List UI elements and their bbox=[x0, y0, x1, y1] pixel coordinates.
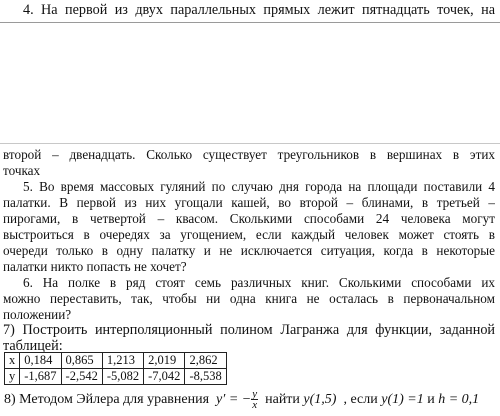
table-cell: 2,019 bbox=[144, 353, 185, 369]
table-cell: 2,862 bbox=[185, 353, 226, 369]
problem-4-line-2: второй – двенадцать. Сколько существует треугольников в вершинах в этих bbox=[3, 147, 495, 162]
page-top-fragment bbox=[0, 0, 500, 23]
problem-4-line-3: точках bbox=[3, 163, 41, 178]
if-word: , если bbox=[343, 392, 378, 407]
fraction-numerator: y bbox=[252, 388, 258, 401]
problem-6-line: можно переставить, так, чтобы ни одна книга не осталась в первоначальном bbox=[3, 291, 495, 306]
problem-7-line: 7) Построить интерполяционный полином Лагранжа для функции, заданной bbox=[3, 322, 495, 338]
target-value: y(1,5) bbox=[303, 392, 337, 407]
table-row-x bbox=[5, 353, 227, 369]
table-header-x: x bbox=[5, 353, 20, 369]
table-cell: 0,865 bbox=[61, 353, 102, 369]
initial-condition: y(1) =1 bbox=[381, 392, 424, 407]
problem-7 bbox=[3, 322, 495, 354]
find-word: найти bbox=[265, 392, 300, 407]
fraction-denominator: x bbox=[252, 399, 258, 412]
problem-7-line: таблицей: bbox=[3, 338, 63, 354]
problem-6-line: 6. На полке в ряд стоят семь различных книг. Сколькими способами их bbox=[23, 275, 495, 290]
table-cell: 1,213 bbox=[102, 353, 143, 369]
problem-8-prefix: 8) Методом Эйлера для уравнения bbox=[4, 392, 210, 407]
and-word: и bbox=[427, 392, 435, 407]
table-cell: -2,542 bbox=[61, 369, 102, 385]
table-row-y bbox=[5, 369, 227, 385]
problem-5-line: очереди только в одну палатку и не исключается ситуация, когда в некоторые bbox=[3, 243, 495, 258]
problem-5-line: 5. Во время массовых гуляний по случаю дня города на площади поставили 4 bbox=[23, 179, 495, 194]
table-cell: -8,538 bbox=[185, 369, 226, 385]
problem-5-line: палатки. В первой из них угощали кашей, во второй – блинами, в третьей – bbox=[3, 195, 495, 210]
table-cell: -5,082 bbox=[102, 369, 143, 385]
problem-4-continuation bbox=[3, 147, 495, 179]
problem-8 bbox=[4, 388, 496, 412]
problem-5-line: пирогами, в четвертой – квасом. Сколькими способами 24 человека могут bbox=[3, 211, 495, 226]
table-cell: -7,042 bbox=[144, 369, 185, 385]
problem-5-line: палатки никто попасть не хочет? bbox=[3, 259, 187, 274]
interpolation-table bbox=[4, 352, 227, 385]
equation-lhs: y′ = − bbox=[216, 392, 252, 407]
table-cell: 0,184 bbox=[20, 353, 61, 369]
table-cell: -1,687 bbox=[20, 369, 61, 385]
page-gap bbox=[0, 23, 500, 143]
step-size: h = 0,1 bbox=[438, 392, 480, 407]
equation-fraction bbox=[251, 389, 258, 410]
table-header-y: y bbox=[5, 369, 20, 385]
problem-6-line: положении? bbox=[3, 307, 72, 322]
problem-4-line-1: 4. На первой из двух параллельных прямых лежит пятнадцать точек, на bbox=[23, 2, 495, 18]
problem-5-line: выстроиться в очередях за угощением, если каждый человек может стоять в bbox=[3, 227, 495, 242]
problem-5 bbox=[3, 179, 495, 275]
problem-6 bbox=[3, 275, 495, 323]
